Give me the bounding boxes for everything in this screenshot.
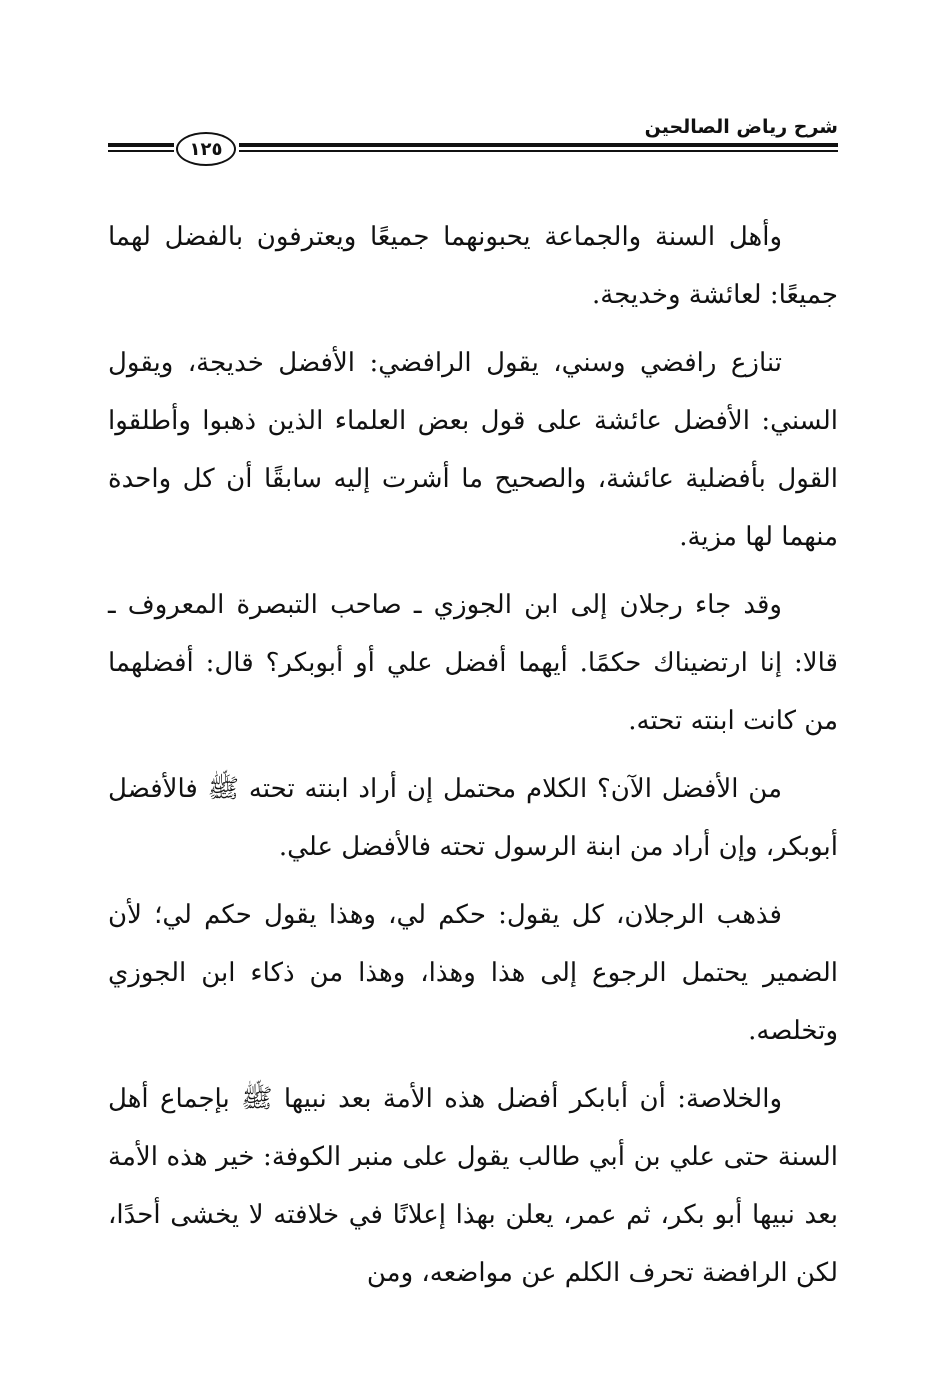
paragraph: تنازع رافضي وسني، يقول الرافضي: الأفضل خديجة، ويقول السني: الأفضل عائشة على قول بعض العلماء الذين ذهبوا وأطلقوا القول بأفضلية عائشة، والصحيح ما أشرت إليه سابقًا أن كل واحدة منهما لها مزية. xyxy=(108,348,838,552)
book-title: شرح رياض الصالحين xyxy=(644,116,838,138)
page-number-oval xyxy=(176,132,236,166)
page-header xyxy=(108,110,838,170)
paragraph: من الأفضل الآن؟ الكلام محتمل إن أراد ابنته تحته ﷺ فالأفضل أبوبكر، وإن أراد من ابنة الرسول تحته فالأفضل علي. xyxy=(108,774,838,862)
page-body xyxy=(108,208,838,1302)
paragraph: فذهب الرجلان، كل يقول: حكم لي، وهذا يقول حكم لي؛ لأن الضمير يحتمل الرجوع إلى هذا وهذا، وهذا من ذكاء ابن الجوزي وتخلصه. xyxy=(108,900,838,1046)
header-rule-right xyxy=(239,143,838,157)
page-number: ١٢٥ xyxy=(189,138,223,160)
paragraph: وأهل السنة والجماعة يحبونهما جميعًا ويعترفون بالفضل لهما جميعًا: لعائشة وخديجة. xyxy=(108,222,838,310)
paragraph: وقد جاء رجلان إلى ابن الجوزي ـ صاحب التبصرة المعروف ـ قالا: إنا ارتضيناك حكمًا. أيهما أفضل علي أو أبوبكر؟ قال: أفضلهما من كانت ابنته تحته. xyxy=(108,590,838,736)
header-rule-left xyxy=(108,143,174,157)
paragraph: والخلاصة: أن أبابكر أفضل هذه الأمة بعد نبيها ﷺ بإجماع أهل السنة حتى علي بن أبي طالب يقول على منبر الكوفة: خير هذه الأمة بعد نبيها أبو بكر، ثم عمر، يعلن بهذا إعلانًا في خلافته لا يخشى أحدًا، لكن الرافضة تحرف الكلم عن مواضعه، ومن xyxy=(108,1084,838,1288)
